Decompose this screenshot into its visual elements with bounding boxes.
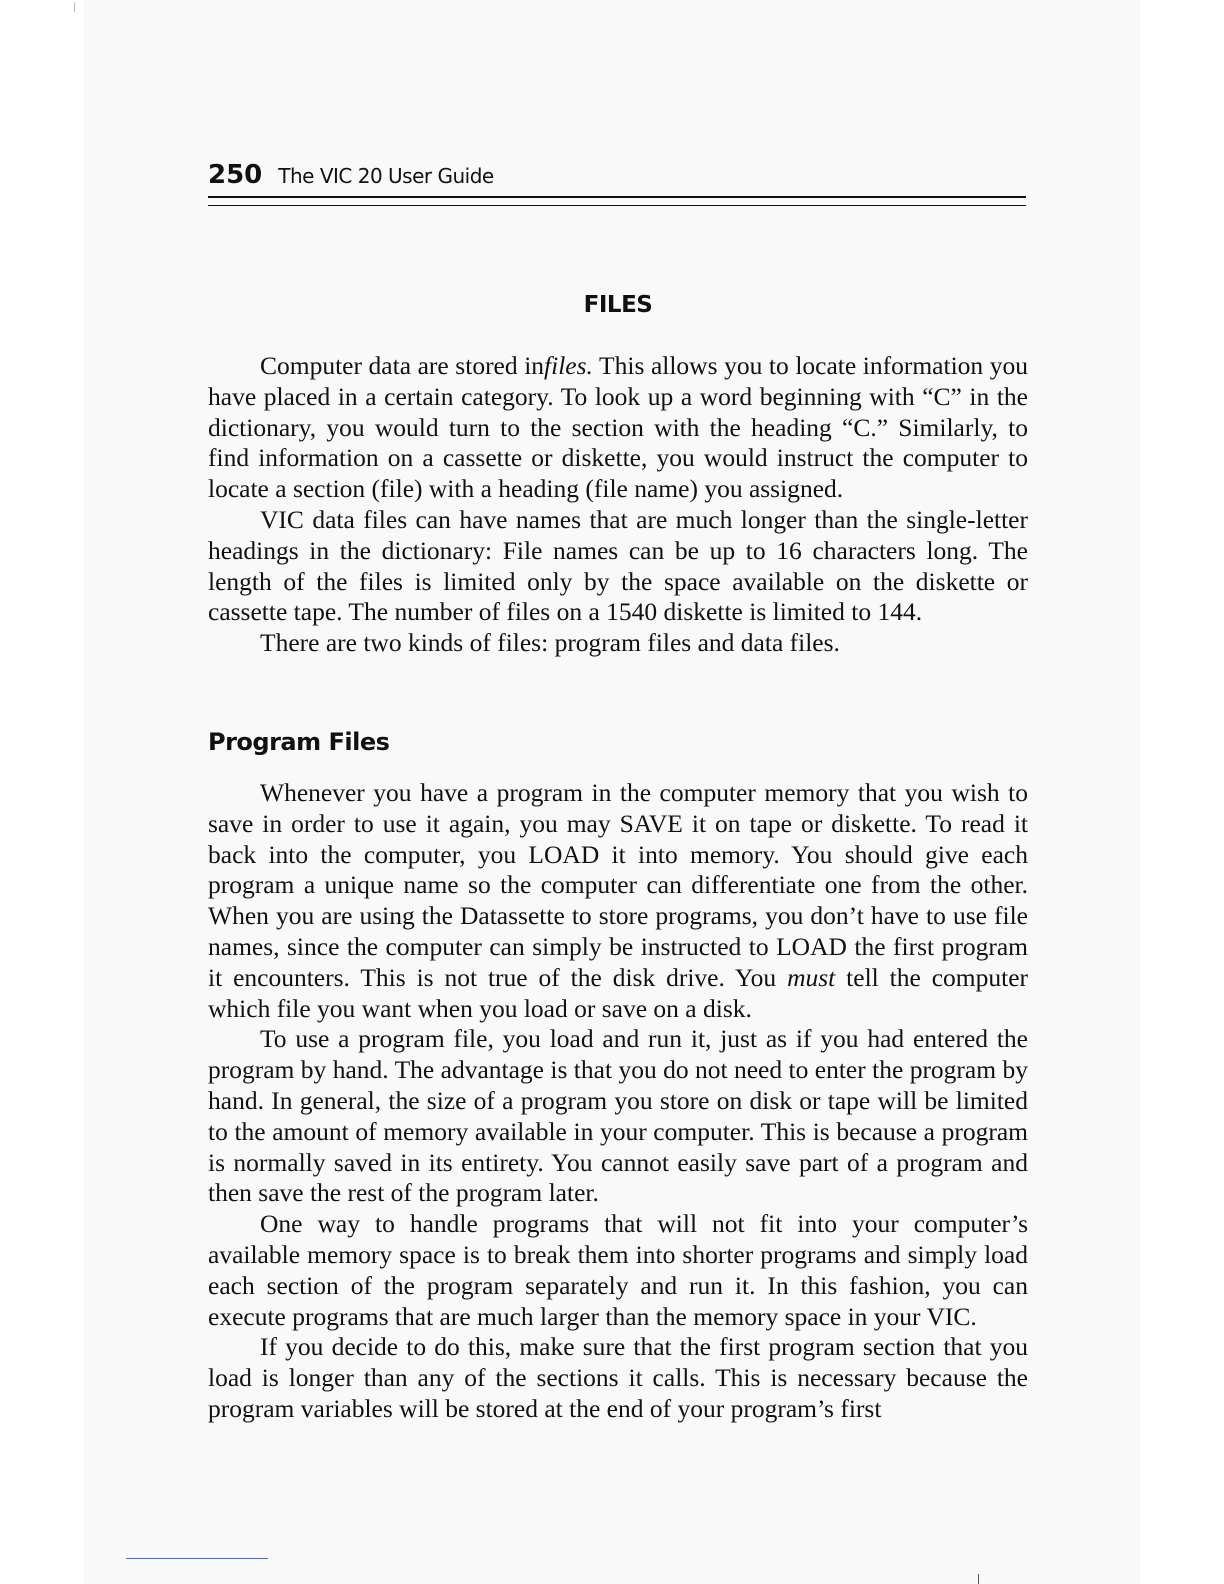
paragraph: One way to handle programs that will not fit into your computer’s available memory space is to break them into shorter programs and simply load each section of the program separately and run it. In this fashion, you can execute programs that are much larger than the memory space in your VIC. bbox=[208, 1209, 1028, 1331]
section-title: FILES bbox=[583, 292, 653, 318]
header-rule-thick bbox=[208, 196, 1026, 198]
running-header bbox=[208, 160, 1028, 190]
paragraph bbox=[208, 778, 1028, 1024]
paragraph bbox=[208, 351, 1028, 505]
program-files-body bbox=[208, 778, 1028, 1425]
emphasis-text: must bbox=[787, 962, 836, 992]
book-title: The VIC 20 User Guide bbox=[278, 164, 494, 188]
page-number: 250 bbox=[208, 160, 263, 190]
scan-edge-mark bbox=[74, 2, 75, 12]
header-rule-thin bbox=[208, 205, 1026, 206]
footer-rule bbox=[126, 1558, 268, 1559]
paragraph: To use a program file, you load and run it, just as if you had entered the program by hand. The advantage is that you do not need to enter the program by hand. In general, the size of a program you store on disk or tape will be limited to the amount of memory available in your computer. This is because a program is normally saved in its entirety. You cannot easily save part of a program and then save the rest of the program later. bbox=[208, 1024, 1028, 1208]
paragraph: There are two kinds of files: program files and data files. bbox=[260, 628, 840, 658]
paragraph: VIC data files can have names that are much longer than the single-letter headings in the dictionary: File names can be up to 16 characters long. The length of the files is limited only by the space available on the diskette or cassette tape. The number of files on a 1540 diskette is limited to 144. bbox=[208, 504, 1028, 627]
paragraph-text: This allows you to locate information you have placed in a certain category. To look up a word beginning with “C” in the dictionary, you would turn to the section with the heading “C.” Similarly, to find information on a cassette or diskette, you would instruct the computer to locate a section (file) with a heading (file name) you assigned. bbox=[208, 351, 1028, 504]
paragraph-text: Whenever you have a program in the computer memory that you wish to save in order to use it again, you may SAVE it on tape or diskette. To read it back into the computer, you LOAD it into memory. You should give each program a unique name so the computer can differentiate one from the other. When you are using the Datassette to store programs, you don’t have to use file names, since the computer can simply be instructed to LOAD the first program it encounters. This is not true of the disk drive. You bbox=[208, 778, 1028, 992]
scan-edge-mark bbox=[978, 1574, 979, 1584]
paragraph: If you decide to do this, make sure that the first program section that you load is longer than any of the sections it calls. This is necessary because the program variables will be stored at the end of your program’s first bbox=[208, 1332, 1028, 1423]
paragraph-text: tell the computer which file you want when you load or save on a disk. bbox=[208, 962, 1028, 1023]
emphasis-text: files. bbox=[544, 351, 593, 380]
paragraph-text: Computer data are stored in bbox=[260, 351, 545, 380]
files-body bbox=[208, 351, 1028, 659]
subsection-title: Program Files bbox=[208, 728, 390, 756]
